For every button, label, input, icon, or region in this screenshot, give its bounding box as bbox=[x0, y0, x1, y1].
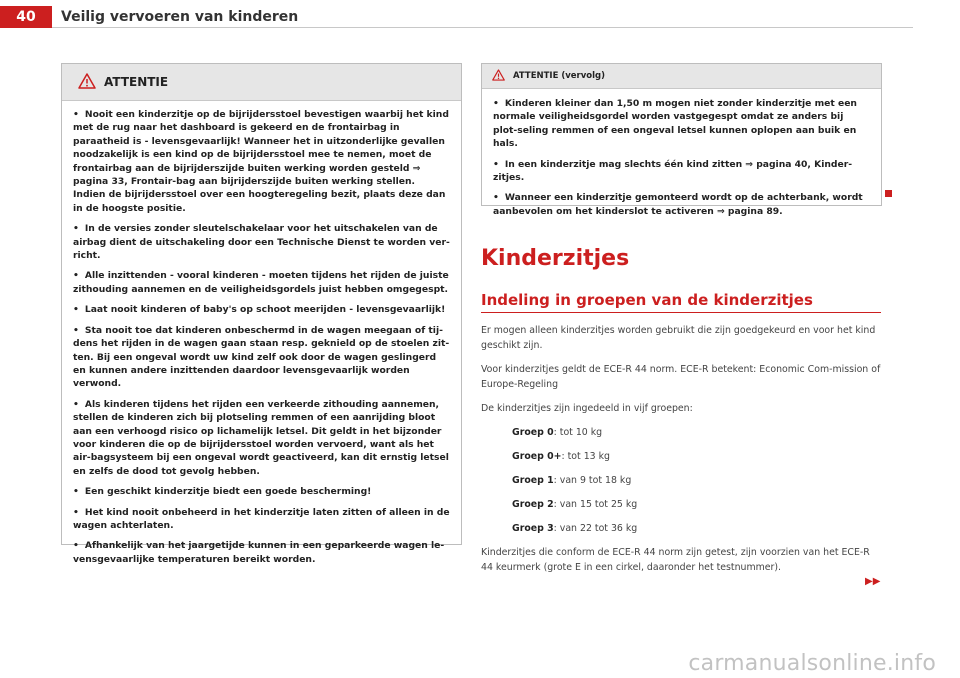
subsection-divider bbox=[481, 312, 881, 313]
warning-bullet: • Als kinderen tijdens het rijden een verkeerde zithouding aannemen, stellen de kinderen zich bij plotseling remmen of een aanrijding bloot aan een verhoogd risico op lichamelijk letsel. Dit geldt in het bijzonder voor kinderen die op de bijrijdersstoel worden vervoerd, want als het air-bagsysteem bij een ongeval wordt geactiveerd, kan dit ernstig letsel en zelfs de dood tot gevolg hebben. bbox=[73, 398, 449, 477]
warning-bullet: • Nooit een kinderzitje op de bijrijdersstoel bevestigen waarbij het kind met de rug naar het dashboard is gekeerd en de frontairbag in paraatheid is - levensgevaarlijk! Wanneer het in uitzonderlijke gevallen noodzakelijk is een kind op de bijrijdersstoel mee te nemen, moet de frontairbag aan de bijrijderszijde buiten werking worden gesteld ⇒ pagina 33, Frontair-bag aan bijrijderszijde buiten werking stellen. Indien de bijrijdersstoel over een hoogteregeling bezit, plaats deze dan in de hoogste positie. bbox=[73, 109, 449, 214]
warning-continued-header bbox=[482, 64, 881, 89]
section-title: Kinderzitjes bbox=[481, 246, 630, 271]
paragraph: Er mogen alleen kinderzitjes worden gebruikt die zijn goedgekeurd en voor het kind geschikt zijn. bbox=[481, 325, 876, 351]
watermark: carmanualsonline.info bbox=[688, 651, 936, 676]
warning-bullet: • In een kinderzitje mag slechts één kind zitten ⇒ pagina 40, Kinder-zitjes. bbox=[493, 158, 853, 184]
warning-bullet: • Sta nooit toe dat kinderen onbeschermd in de wagen meegaan of tij-dens het rijden in de wagen gaan staan resp. geknield op de stoelen zit-ten. Bij een ongeval wordt uw kind zelf ook door de wagen geslingerd en kunnen andere inzittenden daardoor levensgevaarlijk worden verwond. bbox=[73, 324, 450, 390]
warning-bullet: • Afhankelijk van het jaargetijde kunnen in een geparkeerde wagen le-vensgevaarlijke temperaturen bereikt worden. bbox=[73, 540, 445, 565]
group-item: Groep 1: van 9 tot 18 kg bbox=[512, 475, 632, 486]
warning-continued-box bbox=[481, 63, 882, 217]
warning-continued-heading: ATTENTIE (vervolg) bbox=[513, 71, 606, 81]
page-number: 40 bbox=[0, 6, 52, 28]
group-list bbox=[481, 425, 881, 536]
paragraph: De kinderzitjes zijn ingedeeld in vijf groepen: bbox=[481, 403, 693, 414]
subsection-title: Indeling in groepen van de kinderzitjes bbox=[481, 291, 813, 309]
warning-bullet: • Een geschikt kinderzitje biedt een goede bescherming! bbox=[73, 486, 372, 498]
warning-bullet: • Wanneer een kinderzitje gemonteerd wordt op de achterbank, wordt aanbevolen om het kinderslot te activeren ⇒ pagina 89. bbox=[493, 192, 863, 217]
group-item: Groep 0+: tot 13 kg bbox=[512, 451, 610, 462]
paragraph: Voor kinderzitjes geldt de ECE-R 44 norm. ECE-R betekent: Economic Com-mission of Europe-Regeling bbox=[481, 364, 881, 390]
continue-arrow-icon: ▶▶ bbox=[865, 576, 881, 587]
group-item: Groep 0: tot 10 kg bbox=[512, 427, 603, 438]
warning-box bbox=[61, 63, 462, 565]
warning-bullet: • Het kind nooit onbeheerd in het kinderzitje laten zitten of alleen in de wagen achterlaten. bbox=[73, 506, 450, 531]
warning-box-header bbox=[62, 64, 461, 101]
warning-triangle-icon bbox=[492, 69, 505, 84]
warning-bullet: • Kinderen kleiner dan 1,50 m mogen niet zonder kinderzitje met een normale veiligheidsgordel worden vastgegespt omdat ze anders bij plot-seling remmen of een ongeval letsel kunnen oplopen aan buik en hals. bbox=[493, 98, 857, 150]
warning-bullet: • Alle inzittenden - vooral kinderen - moeten tijdens het rijden de juiste zithouding aannemen en de veiligheidsgordels juist hebben omgegespt. bbox=[73, 270, 449, 295]
warning-bullet: • In de versies zonder sleutelschakelaar voor het uitschakelen van de airbag dient de uitschakeling door een Technische Dienst te worden ver-richt. bbox=[73, 223, 450, 262]
warning-bullet: • Laat nooit kinderen of baby's op schoot meerijden - levensgevaarlijk! bbox=[73, 304, 446, 316]
page-header-title: Veilig vervoeren van kinderen bbox=[61, 9, 299, 25]
warning-heading: ATTENTIE bbox=[104, 75, 169, 89]
group-item: Groep 2: van 15 tot 25 kg bbox=[512, 499, 638, 510]
header-divider bbox=[52, 27, 913, 28]
section-end-marker bbox=[885, 190, 892, 197]
paragraph: Kinderzitjes die conform de ECE-R 44 norm zijn getest, zijn voorzien van het ECE-R 44 keurmerk (grote E in een cirkel, daaronder het testnummer). bbox=[481, 547, 870, 573]
group-item: Groep 3: van 22 tot 36 kg bbox=[512, 523, 638, 534]
section-body bbox=[481, 323, 881, 584]
warning-triangle-icon bbox=[78, 73, 96, 92]
